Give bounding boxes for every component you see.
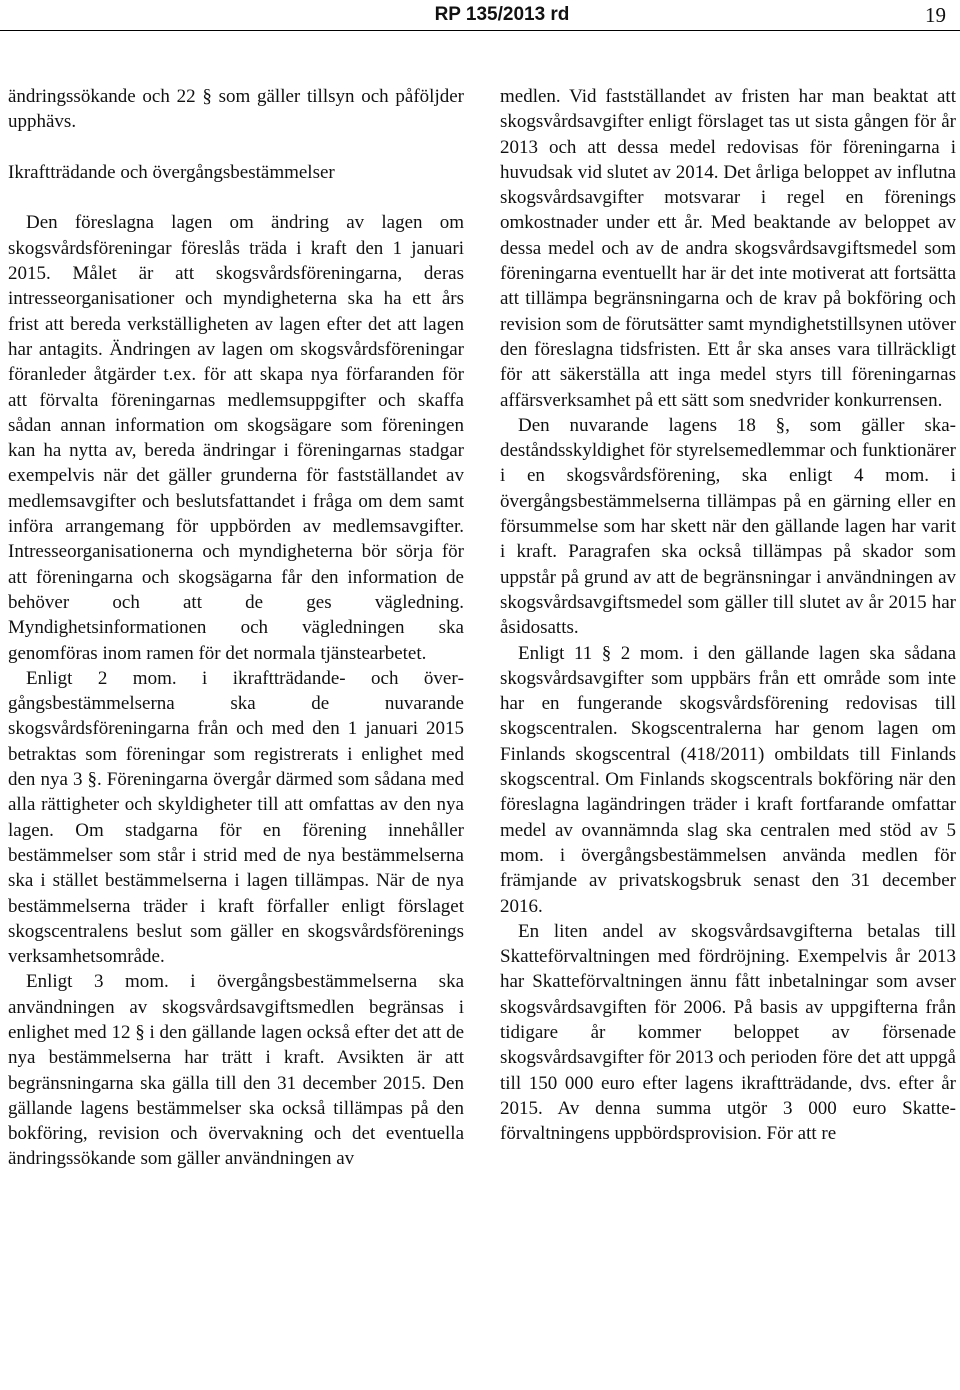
- right-column: [500, 84, 956, 1146]
- paragraph: En liten andel av skogsvårdsavgifterna betalas till Skatteförvaltningen med fördröjning. Exempelvis år 2013 har Skatteförvaltningen ännu fått inbetalningar som avser skogsvårdsavgiften för 2006. På basis av uppgifterna från tidigare år kommer beloppet av försenade skogsvårdsavgifter för 2013 och perioden före det att uppgå till 150 000 euro efter lagens ikraftträdande, dvs. efter år 2015. Av denna summa utgör 3 000 euro Skatteförvaltningens uppbördsprovision. För att re: [500, 920, 956, 1145]
- spacer: [8, 185, 464, 210]
- paragraph: Den nuvarande lagens 18 §, som gäller skadeståndsskyldighet för styrelsemedlemmar och funktionärer i en skogsvårdsförening, ska enligt 4 mom. i övergångsbestämmelserna tillämpas på en gärning eller en försummelse som har skett när den gällande lagen har varit i kraft. Paragrafen ska också tillämpas på skador som uppstår på grund av att de begränsningar i användningen av skogsvårdsavgiftsmedel som gäller till slutet av år 2015 har åsidosatts.: [500, 414, 956, 639]
- spacer: [8, 135, 464, 160]
- paragraph: Enligt 11 § 2 mom. i den gällande lagen ska sådana skogsvårdsavgifter som uppbärs från ett område som inte har en fungerande skogsvårdsförening redovisas till skogscentralen. Skogscentralerna har genom lagen om Finlands skogscentral (418/2011) ombildats till Finlands skogscentral. Om Finlands skogscentrals bokföring när den föreslagna lagändringen träder i kraft fortfarande omfattar medel av ovannämnda slag ska centralen med stöd av 5 mom. i övergångsbestämmelsen använda medlen för främjande av privatskogsbruk senast den 31 december 2016.: [500, 642, 956, 917]
- paragraph: Enligt 2 mom. i ikraftträdande- och övergångsbestämmelserna ska de nuvarande skogsvårdsföreningarna från och med den 1 januari 2015 betraktas som föreningar som registrerats i enlighet med den nya 3 §. Föreningarna övergår därmed som sådana med alla rättigheter och skyldigheter till att omfattas av den nya lagen. Om stadgarna för en förening innehåller bestämmelser som står i strid med de nya bestämmelserna ska i stället bestämmelserna i lagen tillämpas. När de nya bestämmelserna träder i kraft förfaller enligt förslaget skogscentralens beslut som gäller en skogsvårdsförenings verksamhetsområde.: [8, 667, 464, 968]
- paragraph: ändringssökande och 22 § som gäller tillsyn och påföljder upphävs.: [8, 86, 464, 133]
- page-number: 19: [925, 3, 946, 27]
- header-rule: [0, 30, 960, 31]
- left-column: [8, 84, 464, 1172]
- document-id: RP 135/2013 rd: [434, 4, 570, 25]
- section-heading: Ikraftträdande och övergångsbestämmelser: [8, 161, 335, 183]
- page-header: [0, 0, 960, 34]
- paragraph: Enligt 3 mom. i övergångsbestämmelserna ska användningen av skogsvårdsavgiftsmedlen begränsas i enlighet med 12 § i den gällande lagen också efter det att de nya bestämmelserna har trätt i kraft. Avsikten är att begränsningarna ska gälla till den 31 december 2015. Den gällande lagens bestämmelser ska också tillämpas på den bokföring, revision och övervakning och det eventuella ändringssökande som gäller användningen av: [8, 971, 464, 1170]
- paragraph: medlen. Vid fastställandet av fristen har man beaktat att skogsvårdsavgifter enligt förslaget tas ut sista gången för år 2013 och att dessa medel redovisas för föreningarna i huvudsak vid slutet av 2014. Det årliga beloppet av influtna skogsvårdsavgifter motsvarar i regel en förenings omkostnader under ett år. Med beaktande av beloppet av dessa medel och av de andra skogsvårdsavgiftsmedel som föreningarna eventuellt har är det inte motiverat att fortsätta att tillämpa begränsningarna och de krav på bokföring och revision som de förutsätter samt myndighetstillsynen utöver den föreslagna tidsfristen. Ett år ska anses vara tillräckligt för att säkerställa att inga medel styrs till föreningarnas affärsverksamhet på ett sätt som snedvrider konkurrensen.: [500, 86, 956, 411]
- paragraph: Den föreslagna lagen om ändring av lagen om skogsvårdsföreningar föreslås träda i kraft den 1 januari 2015. Målet är att skogsvårdsföreningarna, deras intresseorganisationer och myndigheterna ska ha ett års frist att bereda verkställigheten av lagen efter det att lagen har antagits. Ändringen av lagen om skogsvårdsföreningar föranleder åtgärder t.ex. för att skapa nya förfaranden för att förvalta föreningarnas medlemsuppgifter och skaffa sådan annan information om skogsägare som föreningen kan ha nytta av, bereda ändringar i föreningarnas stadgar exempelvis när det gäller grunderna för fastställandet av medlemsavgifter och beslutsfattandet i fråga om dem samt införa arrangemang för uppbörden av medlemsavgifter. Intresseorganisationerna och myndigheterna bör sörja för att föreningarna och skogsägarna får den information de behöver och att de ges vägledning. Myndighetsinformationen och vägledningen ska genomföras inom ramen för det normala tjänstearbetet.: [8, 212, 464, 664]
